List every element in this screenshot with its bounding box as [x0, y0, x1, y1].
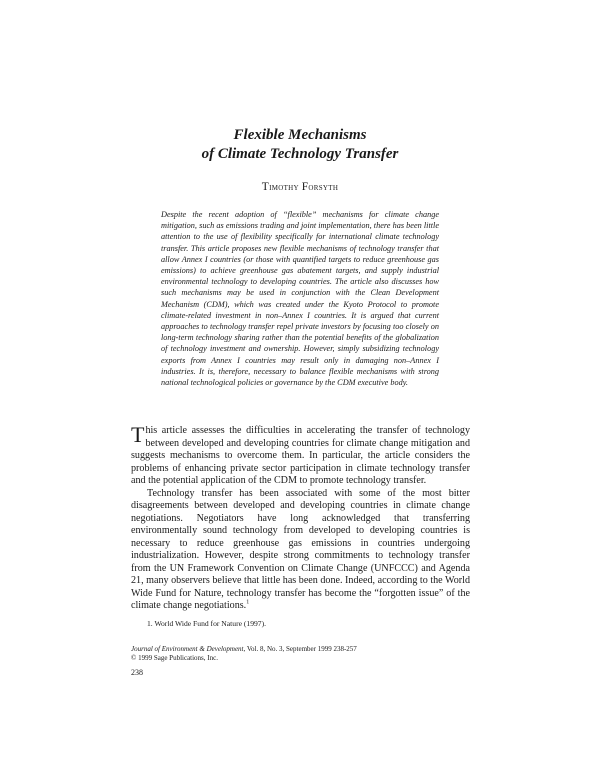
author-first-initial: T [261, 181, 270, 193]
paragraph-1 [131, 422, 470, 488]
drop-cap: T [131, 422, 145, 447]
journal-details: , Vol. 8, No. 3, September 1999 238-257 [243, 645, 357, 653]
title-line-1: Flexible Mechanisms [233, 127, 367, 143]
author-name [150, 181, 450, 193]
article-body [131, 422, 470, 613]
footnote-reference[interactable]: 1 [246, 599, 250, 606]
paragraph-2 [131, 488, 470, 613]
title-line-2: of Climate Technology Transfer [201, 146, 399, 162]
page-number: 238 [131, 668, 143, 677]
footnote: 1. World Wide Fund for Nature (1997). [147, 619, 267, 628]
author-last-rest: orsyth [308, 182, 339, 193]
article-title [130, 126, 470, 164]
journal-name: Journal of Environment & Development [131, 645, 244, 653]
abstract: Despite the recent adoption of “flexible” mechanisms for climate change mitigation, such as emissions trading and joint implementation, there has been little attention to the use of flexibility specifically for international climate technology transfer. This article proposes new flexible mechanisms of technology transfer that allow Annex I countries (or those with quantified targets to reduce greenhouse gas emissions) to achieve greenhouse gas abatement targets, and supply industrial environmental technology to developing countries. The article also discusses how such mechanisms may be used in conjunction with the Clean Development Mechanism (CDM), which was created under the Kyoto Protocol to promote climate-related investment in non–Annex I countries. It is argued that current approaches to technology transfer repel private investors by focusing too closely on long-term technology sharing rather than the potential benefits of the globalization of technology investment and ownership. However, simply subsidizing technology exports from Annex I countries may result only in damaging non–Annex I industries. It is, therefore, necessary to balance flexible mechanisms with strong national technological policies or governance by the CDM executive body. [161, 210, 439, 388]
copyright-line: © 1999 Sage Publications, Inc. [131, 654, 218, 663]
author-last-initial: F [301, 181, 309, 193]
paragraph-2-text: Technology transfer has been associated with some of the most bitter disagreements between developed and developing countries in climate change negotiations. Negotiators have long acknowledged that transferring environmentally sound technology from developed to developing countries is necessary to reduce greenhouse gas emissions in countries undergoing industrialization. However, despite strong commitments to technology transfer from the UN Framework Convention on Climate Change (UNFCCC) and Agenda 21, many observers believe that little has been done. Indeed, according to the World Wide Fund for Nature, technology transfer has become the “forgotten issue” of the climate change negotiations. [131, 487, 470, 611]
paragraph-1-text: his article assesses the difficulties in accelerating the transfer of technology between developed and developing countries for climate change mitigation and suggests mechanisms to overcome them. In particular, the article considers the problems of enhancing private sector participation in climate technology transfer and the potential application of the CDM to promote technology transfer. [131, 425, 470, 486]
journal-line [131, 645, 470, 654]
author-first-rest: imothy [269, 182, 299, 193]
journal-citation [131, 645, 470, 663]
